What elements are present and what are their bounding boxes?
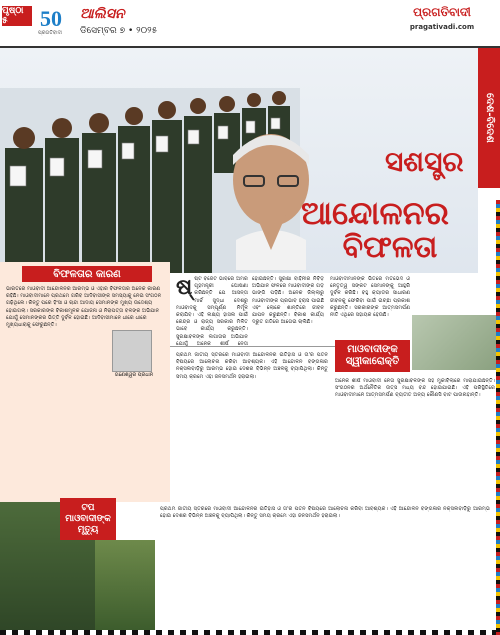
article-col-6: ପ୍ରଥମ ଜାତୀୟ ସ୍ତରରେ ମାଓବାଦୀ ଆନ୍ଦୋଳନର ଇତିହାସ ଓ ତା'ର ପତନ ବିଷୟରେ ଆଲୋଚନା କରିବା ଆବଶ୍ୟକ। ଏହି ଆନ୍ଦୋଳନ ବଙ୍ଗଳାର ନକ୍ସଲବାଡ଼ିରୁ ଆରମ୍ଭ ହୋଇ ଦେଶର ବିଭିନ୍ନ ଅଞ୍ଚଳକୁ ବ୍ୟାପିଥିଲା। କିନ୍ତୁ ସମୟ କ୍ରମେ ଏହା ଜନସମର୍ଥନ ହରାଇଲା। <box>160 506 490 520</box>
anniversary-number: 50 <box>40 6 62 31</box>
article-col-4: ପ୍ରଥମ ଜାତୀୟ ସ୍ତରରେ ମାଓବାଦୀ ଆନ୍ଦୋଳନର ଇତିହାସ ଓ ତା'ର ପତନ ବିଷୟରେ ଆଲୋଚନା କରିବା ଆବଶ୍ୟକ। ଏହି ଆନ୍ଦୋଳନ ବଙ୍ଗଳାର ନକ୍ସଲବାଡ଼ିରୁ ଆରମ୍ଭ ହୋଇ ଦେଶର ବିଭିନ୍ନ ଅଞ୍ଚଳକୁ ବ୍ୟାପିଥିଲା। କିନ୍ତୁ ସମୟ କ୍ରମେ ଏହା ଜନସମର୍ଥନ ହରାଇଲା। <box>176 352 328 380</box>
sidebar-title: ବିଫଳତାର କାରଣ <box>22 266 152 282</box>
section-side-strip: ଦେଶ-ବିଦେଶ <box>478 48 500 188</box>
section-title: ଆଲିସନ <box>80 6 125 22</box>
headline-line-2: ଆନ୍ଦୋଳନର <box>301 194 449 232</box>
anniversary-logo <box>38 2 74 38</box>
author-photo <box>112 330 152 372</box>
drop-cap: ଷ୍ <box>176 276 193 300</box>
headline-line-3: ବିଫଳତା <box>342 230 438 265</box>
print-registration-bar <box>496 200 500 635</box>
article-col-1: ଷ୍ଷ୍ଟ ବଜେଟ ଭାବରେ ଅମର ଗୃହମନ୍ତ୍ରୀ ଘୋଷଣା କରିଛନ୍ତି ଯେ ଆସନ୍ତା ମାର୍ଚ୍ଚ ସୁଦ୍ଧା ଦେଶରୁ ମାଓବାଦକୁ ସମ୍ପୂର୍ଣ୍ଣ ନିର୍ମୂଳ କରାଯିବ। ଏହି ଲକ୍ଷ୍ୟ ହାସଲ ପାଇଁ କେନ୍ଦ୍ର ଓ ରାଜ୍ୟ ସରକାର ମିଳିତ ଭାବେ କାର୍ଯ୍ୟ କରୁଛନ୍ତି। ସୁରକ୍ଷାବଳଙ୍କ ଲଗାତାର ଅଭିଯାନ ଯୋଗୁଁ ଅନେକ ଶୀର୍ଷ ନେତା <box>176 276 248 346</box>
article-col-5: ଅନେକ ଶୀର୍ଷ ମାଓବାଦୀ ନେତା ସୁରକ୍ଷାବଳଙ୍କ ସହ ମୁକାବିଲାରେ ମାରାଯାଇଛନ୍ତି। ସଂଗଠନର ଅର୍ଥନୈତିକ ଉତ୍ସ ମଧ୍ୟ ବନ୍ଦ ହୋଇଯାଇଛି। ଏହି ପରିସ୍ଥିତିରେ ମାଓବାଦୀମାନେ ଆତ୍ମସମର୍ପଣ ବ୍ୟତୀତ ଅନ୍ୟ କୌଣସି ବାଟ ପାଉନାହାନ୍ତି। <box>335 378 495 399</box>
print-registration-strip <box>0 630 496 635</box>
website-url: pragativadi.com <box>409 23 475 31</box>
sidebar-body: ଭାରତରେ ମାଓବାଦୀ ଆନ୍ଦୋଳନର ଆରମ୍ଭ ଓ ଏହାର ବିଫଳତାର ଅନେକ କାରଣ ରହିଛି। ମାଓବାଦୀମାନେ ପ୍ରଥମେ ଗରିବ ଆଦିବାସୀଙ୍କ ସମସ୍ୟାକୁ ନେଇ ସଂଗଠନ ଗଢ଼ିଥିଲେ। କିନ୍ତୁ ପରେ ହିଂସା ଓ ଚାନ୍ଦା ଆଦାୟ ସେମାନଙ୍କ ମୁଖ୍ୟ ଉଦ୍ଦେଶ୍ୟ ହୋଇଗଲା। ସରକାରଙ୍କ ବିକାଶମୂଳକ ଯୋଜନା ଓ ନିରାପତ୍ତା ବଳଙ୍କ ଅଭିଯାନ ଯୋଗୁଁ ସେମାନଙ୍କର ଭିତ୍ତି ଦୁର୍ବଳ ହୋଇଛି। ଆଦିବାସୀମାନେ ଧୀରେ ଧୀରେ ମୁଖ୍ୟଧାରାକୁ ଫେରୁଛନ୍ତି। <box>6 286 162 329</box>
page-number-badge: ପୃଷ୍ଠା ୫ <box>2 6 32 26</box>
anniversary-sub: ପ୍ରଗତିବାଦୀ <box>38 30 63 36</box>
top-maoist-death-tag: ଟପ ମାଓବାଦୀଙ୍କ ମୃତ୍ୟୁ <box>60 498 116 540</box>
author-name: ଗଣେଶ୍ୱର ପ୍ରଧାନ <box>114 372 154 378</box>
maoist-leader-photo <box>95 540 155 635</box>
issue-date: ଡିସେମ୍ବର ୭ • ୨୦୨୫ <box>80 26 158 36</box>
column-divider <box>170 346 335 347</box>
headline-line-1: ସଶସ୍ତ୍ର <box>385 145 464 178</box>
press-conference-photo <box>412 315 500 370</box>
newspaper-brand: ପ୍ରଗତିବାଦୀ <box>413 5 471 19</box>
confession-box-heading: ମାଓବାଦୀଙ୍କ ସ୍ୱୀକାରୋକ୍ତି <box>335 340 410 372</box>
sidebar-box <box>0 262 170 502</box>
article-col-3: ମାଓବାଦୀମାନଙ୍କ ଭିତରେ ମତଭେଦ ଓ ନେତୃତ୍ୱ ସଙ୍କଟ ସେମାନଙ୍କୁ ଆହୁରି ଦୁର୍ବଳ କରିଛି। ବହୁ କ୍ୟାଡର ସାଧାରଣ ଜୀବନକୁ ଫେରିବା ପାଇଁ ଇଚ୍ଛା ପ୍ରକାଶ କରୁଛନ୍ତି। ସରକାରଙ୍କ ଆତ୍ମସମର୍ପଣ ନୀତି ଏଥିରେ ସହାୟକ ହେଉଛି। <box>330 276 410 319</box>
article-col-2: ହୋଇଛନ୍ତି। ସୁରକ୍ଷା ବାହିନୀର ନିବିଡ଼ ଅଭିଯାନ ଫଳରେ ମାଓବାଦୀଙ୍କ ଗଡ଼ ଭାଙ୍ଗି ପଡ଼ିଛି। ଅନେକ ଜିଲ୍ଲାରୁ ମାଓବାଦୀଙ୍କ ପ୍ରଭାବ ହ୍ରାସ ପାଇଛି ଏବଂ ଲୋକେ ଶାନ୍ତିରେ ଜୀବନ ଯାପନ କରୁଛନ୍ତି। ବିକାଶ କାର୍ଯ୍ୟ ଦ୍ରୁତ ଗତିରେ ଆଗେଇ ଚାଲିଛି। <box>252 276 324 326</box>
